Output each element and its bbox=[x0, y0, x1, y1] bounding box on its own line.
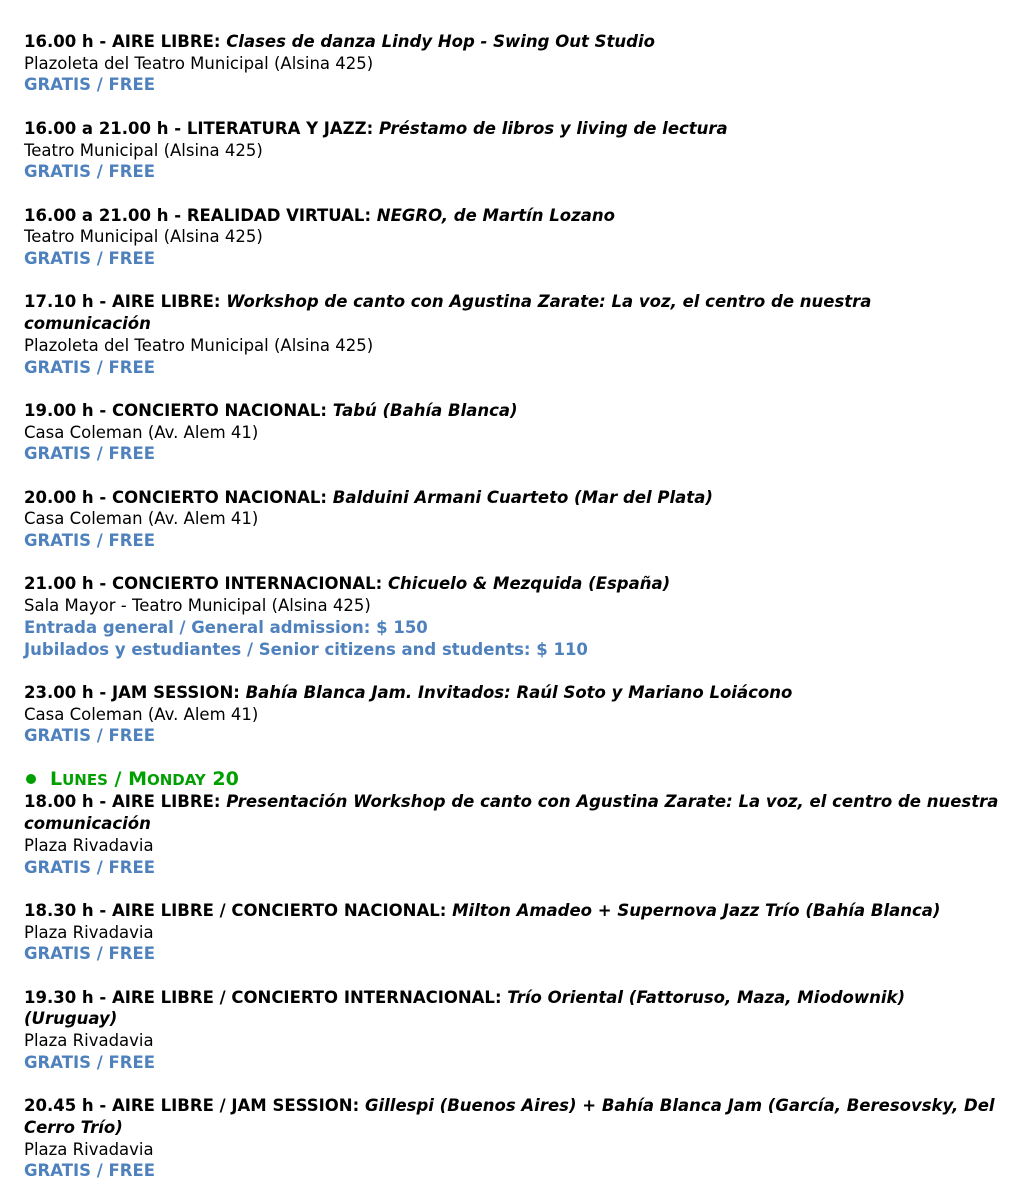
event-item bbox=[24, 682, 1004, 747]
event-item bbox=[24, 31, 1004, 96]
event-time-category: 19.00 h - CONCIERTO NACIONAL: bbox=[24, 400, 333, 420]
day-header-monday bbox=[24, 769, 1004, 792]
event-venue: Plazoleta del Teatro Municipal (Alsina 425) bbox=[24, 335, 374, 355]
event-item bbox=[24, 791, 1004, 878]
event-price: GRATIS / FREE bbox=[24, 357, 156, 377]
event-time-category: 16.00 a 21.00 h - LITERATURA Y JAZZ: bbox=[24, 118, 379, 138]
event-time-category: 20.00 h - CONCIERTO NACIONAL: bbox=[24, 487, 333, 507]
event-item bbox=[24, 573, 1004, 660]
event-title: Presentación Workshop de canto con Agustina Zarate: La voz, el centro de nuestra comunicación bbox=[24, 792, 999, 834]
event-time-category: 17.10 h - AIRE LIBRE: bbox=[24, 292, 227, 312]
event-price: GRATIS / FREE bbox=[24, 249, 156, 268]
event-title: Clases de danza Lindy Hop - Swing Out Studio bbox=[226, 32, 655, 51]
event-item bbox=[24, 487, 1004, 552]
event-price: GRATIS / FREE bbox=[24, 726, 156, 746]
event-title: Workshop de canto con Agustina Zarate: La voz, el centro de nuestra comunicación bbox=[24, 292, 872, 334]
event-title: Trío Oriental (Fattoruso, Maza, Miodownik) (Uruguay) bbox=[24, 987, 906, 1029]
event-venue: Plaza Rivadavia bbox=[24, 922, 154, 942]
event-price: GRATIS / FREE bbox=[24, 162, 156, 182]
event-venue: Teatro Municipal (Alsina 425) bbox=[24, 227, 263, 247]
event-heading bbox=[24, 291, 1004, 334]
event-time-category: 23.00 h - JAM SESSION: bbox=[24, 682, 246, 702]
event-heading bbox=[24, 487, 1004, 509]
event-venue: Plaza Rivadavia bbox=[24, 835, 154, 855]
event-time-category: 21.00 h - CONCIERTO INTERNACIONAL: bbox=[24, 574, 388, 594]
event-title: Gillespi (Buenos Aires) + Bahía Blanca Jam (García, Beresovsky, Del Cerro Trío) bbox=[24, 1096, 995, 1137]
event-title: Tabú (Bahía Blanca) bbox=[332, 400, 518, 420]
event-venue: Casa Coleman (Av. Alem 41) bbox=[24, 704, 259, 724]
event-heading bbox=[24, 1095, 1004, 1138]
event-heading bbox=[24, 118, 1004, 140]
day-lunes-rest: UNES bbox=[62, 770, 108, 789]
event-price: GRATIS / FREE bbox=[24, 75, 156, 95]
event-title: Chicuelo & Mezquida (España) bbox=[387, 574, 671, 594]
event-item bbox=[24, 118, 1004, 183]
day-monday-rest: ONDAY bbox=[147, 770, 206, 789]
event-title: Balduini Armani Cuarteto (Mar del Plata) bbox=[332, 487, 713, 507]
event-heading bbox=[24, 205, 1004, 227]
bullet-icon bbox=[26, 774, 36, 784]
event-title: NEGRO, de Martín Lozano bbox=[376, 205, 615, 225]
event-item bbox=[24, 900, 1004, 965]
day-separator: / bbox=[107, 767, 129, 790]
day-number: 20 bbox=[205, 767, 239, 790]
event-title: Bahía Blanca Jam. Invitados: Raúl Soto y Mariano Loiácono bbox=[245, 682, 793, 702]
event-price: GRATIS / FREE bbox=[24, 444, 156, 464]
event-item bbox=[24, 1095, 1004, 1182]
event-time-category: 20.45 h - AIRE LIBRE / JAM SESSION: bbox=[24, 1096, 365, 1116]
event-price: GRATIS / FREE bbox=[24, 531, 156, 551]
event-item bbox=[24, 987, 1004, 1074]
event-price: GRATIS / FREE bbox=[24, 1052, 156, 1072]
monday-event-list bbox=[24, 791, 1004, 1182]
event-item bbox=[24, 205, 1004, 270]
event-time-category: 19.30 h - AIRE LIBRE / CONCIERTO INTERNACIONAL: bbox=[24, 987, 508, 1007]
event-venue: Plazoleta del Teatro Municipal (Alsina 425) bbox=[24, 53, 374, 73]
event-price: Jubilados y estudiantes / Senior citizens and students: $ 110 bbox=[24, 639, 588, 659]
event-time-category: 16.00 a 21.00 h - REALIDAD VIRTUAL: bbox=[24, 205, 377, 225]
event-heading bbox=[24, 900, 1004, 922]
event-price: GRATIS / FREE bbox=[24, 857, 156, 877]
day-lunes-initial: L bbox=[50, 767, 63, 790]
event-price: Entrada general / General admission: $ 150 bbox=[24, 617, 428, 637]
event-item bbox=[24, 400, 1004, 465]
event-venue: Sala Mayor - Teatro Municipal (Alsina 425) bbox=[24, 596, 371, 616]
event-heading bbox=[24, 31, 1004, 53]
event-time-category: 18.00 h - AIRE LIBRE: bbox=[24, 792, 227, 812]
event-venue: Plaza Rivadavia bbox=[24, 1139, 154, 1159]
event-price: GRATIS / FREE bbox=[24, 944, 156, 964]
event-title: Milton Amadeo + Supernova Jazz Trío (Bahía Blanca) bbox=[452, 900, 941, 920]
event-venue: Teatro Municipal (Alsina 425) bbox=[24, 140, 263, 160]
event-heading bbox=[24, 682, 1004, 704]
event-heading bbox=[24, 573, 1004, 595]
event-venue: Casa Coleman (Av. Alem 41) bbox=[24, 509, 259, 529]
event-title: Préstamo de libros y living de lectura bbox=[378, 118, 728, 138]
day-monday-initial: M bbox=[128, 767, 147, 790]
event-heading bbox=[24, 987, 1004, 1030]
event-heading bbox=[24, 400, 1004, 422]
sunday-event-list bbox=[24, 31, 1004, 747]
event-price: GRATIS / FREE bbox=[24, 1161, 156, 1181]
event-venue: Plaza Rivadavia bbox=[24, 1031, 154, 1051]
event-time-category: 16.00 h - AIRE LIBRE: bbox=[24, 32, 227, 51]
event-time-category: 18.30 h - AIRE LIBRE / CONCIERTO NACIONAL: bbox=[24, 900, 453, 920]
event-item bbox=[24, 291, 1004, 378]
event-heading bbox=[24, 791, 1004, 834]
event-venue: Casa Coleman (Av. Alem 41) bbox=[24, 422, 259, 442]
